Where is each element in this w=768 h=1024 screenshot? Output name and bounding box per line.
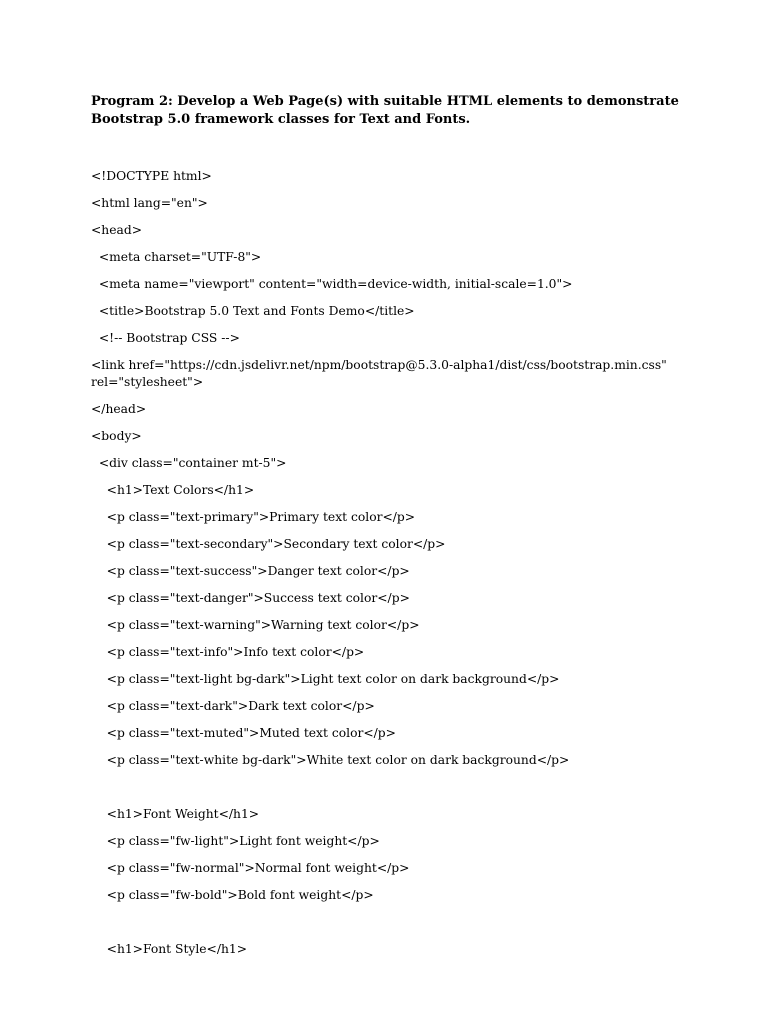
code-line: <title>Bootstrap 5.0 Text and Fonts Demo</title>	[91, 304, 415, 318]
code-line: <!-- Bootstrap CSS -->	[91, 331, 240, 345]
code-line: <html lang="en">	[91, 196, 208, 210]
code-line: <body>	[91, 429, 142, 443]
code-line: <!DOCTYPE html>	[91, 169, 212, 183]
code-line: <meta name="viewport" content="width=device-width, initial-scale=1.0">	[91, 277, 573, 291]
code-line: <p class="text-secondary">Secondary text color</p>	[91, 537, 446, 551]
code-line: <p class="text-info">Info text color</p>	[91, 645, 365, 659]
code-line: <meta charset="UTF-8">	[91, 250, 262, 264]
code-line: <p class="fw-light">Light font weight</p>	[91, 834, 380, 848]
code-line: <div class="container mt-5">	[91, 456, 287, 470]
code-line: <p class="fw-normal">Normal font weight</p>	[91, 861, 410, 875]
code-line: <p class="text-white bg-dark">White text color on dark background</p>	[91, 753, 570, 767]
code-line: <p class="fw-bold">Bold font weight</p>	[91, 888, 374, 902]
code-line: </head>	[91, 402, 147, 416]
code-line: <h1>Font Weight</h1>	[91, 807, 260, 821]
code-line-wrapped: <link href="https://cdn.jsdelivr.net/npm/bootstrap@5.3.0-alpha1/dist/css/bootstrap.min.css" rel="stylesheet">	[91, 358, 667, 389]
code-line: <p class="text-dark">Dark text color</p>	[91, 699, 375, 713]
code-line: <h1>Font Style</h1>	[91, 942, 248, 956]
program-heading: Program 2: Develop a Web Page(s) with suitable HTML elements to demonstrate Bootstrap 5.0 framework classes for Text and Fonts.	[91, 94, 679, 127]
code-line: <p class="text-muted">Muted text color</p>	[91, 726, 396, 740]
code-line: <p class="text-warning">Warning text color</p>	[91, 618, 420, 632]
code-line: <p class="text-light bg-dark">Light text color on dark background</p>	[91, 672, 560, 686]
code-line: <p class="text-success">Danger text color</p>	[91, 564, 410, 578]
code-line: <p class="text-primary">Primary text color</p>	[91, 510, 416, 524]
code-line: <h1>Text Colors</h1>	[91, 483, 255, 497]
code-line: <p class="text-danger">Success text color</p>	[91, 591, 410, 605]
code-line: <head>	[91, 223, 143, 237]
